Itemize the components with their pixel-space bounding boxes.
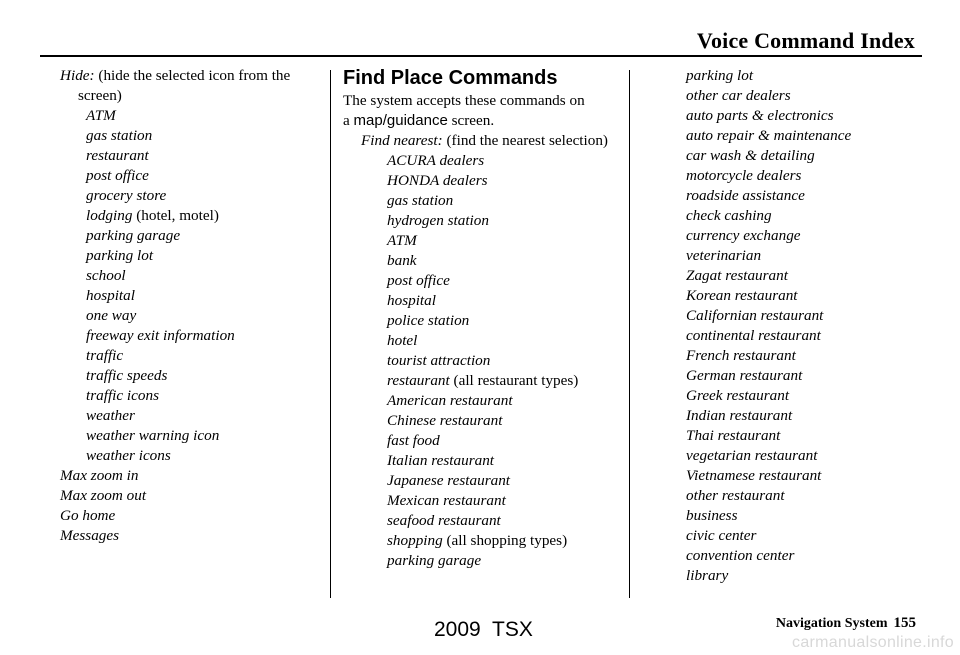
list-item: Greek restaurant <box>686 387 790 404</box>
list-item: hotel <box>387 332 418 349</box>
list-item: hospital <box>387 292 436 309</box>
page-footer <box>776 615 916 632</box>
list-item: traffic icons <box>86 387 159 404</box>
list-item: business <box>686 507 738 524</box>
list-item: post office <box>86 167 149 184</box>
list-item: traffic speeds <box>86 367 168 384</box>
list-item-restaurant <box>343 371 623 391</box>
page-title: Voice Command Index <box>696 28 915 53</box>
command-messages: Messages <box>60 527 120 544</box>
list-item: grocery store <box>86 187 167 204</box>
page-number: 155 <box>893 615 916 631</box>
hide-items-list <box>60 106 322 466</box>
list-item: Vietnamese restaurant <box>686 467 822 484</box>
screen-name: map/guidance <box>353 112 448 129</box>
shopping-label: shopping <box>387 532 443 549</box>
list-item: parking lot <box>686 67 754 84</box>
list-item: tourist attraction <box>387 352 491 369</box>
find-nearest-description: (find the nearest selection) <box>442 132 608 149</box>
command-max-zoom-in: Max zoom in <box>60 467 139 484</box>
list-item: gas station <box>387 192 454 209</box>
list-item-lodging <box>60 206 322 226</box>
list-item: fast food <box>387 432 440 449</box>
list-item: HONDA dealers <box>387 172 488 189</box>
list-item: traffic <box>86 347 124 364</box>
list-item: weather icons <box>86 447 171 464</box>
list-item: post office <box>387 272 450 289</box>
list-item: auto parts & electronics <box>686 107 834 124</box>
list-item: parking garage <box>387 552 482 569</box>
intro-line-2 <box>343 111 623 131</box>
list-item: vegetarian restaurant <box>686 447 818 464</box>
find-nearest-command <box>343 131 623 151</box>
restaurant-label: restaurant <box>387 372 450 389</box>
command-max-zoom-out: Max zoom out <box>60 487 147 504</box>
column-divider-left <box>330 70 331 598</box>
list-item: check cashing <box>686 207 772 224</box>
hide-command <box>60 66 322 106</box>
list-item: hospital <box>86 287 135 304</box>
list-item: American restaurant <box>387 392 513 409</box>
list-item: library <box>686 567 729 584</box>
command-go-home: Go home <box>60 507 116 524</box>
list-item: parking lot <box>86 247 154 264</box>
list-item: Chinese restaurant <box>387 412 503 429</box>
list-item: police station <box>387 312 470 329</box>
list-item: weather <box>86 407 135 424</box>
list-item: restaurant <box>86 147 149 164</box>
list-item: convention center <box>686 547 795 564</box>
list-item: gas station <box>86 127 153 144</box>
find-nearest-label: Find nearest: <box>361 132 443 149</box>
list-item: roadside assistance <box>686 187 805 204</box>
list-item: civic center <box>686 527 757 544</box>
list-item: parking garage <box>86 227 181 244</box>
hide-description: (hide the selected icon from the screen) <box>78 67 291 104</box>
list-item: French restaurant <box>686 347 796 364</box>
list-item: German restaurant <box>686 367 803 384</box>
column-2 <box>343 66 623 571</box>
model-label: 2009 TSX <box>434 618 533 641</box>
list-item: weather warning icon <box>86 427 220 444</box>
footer-section-label: Navigation System <box>775 616 888 631</box>
list-item: Zagat restaurant <box>686 267 788 284</box>
list-item: school <box>86 267 126 284</box>
intro-suffix: screen. <box>447 112 495 129</box>
column-divider-right <box>629 70 630 598</box>
list-item: seafood restaurant <box>387 512 501 529</box>
shopping-suffix: (all shopping types) <box>442 532 568 549</box>
list-item: Indian restaurant <box>686 407 793 424</box>
list-item: Californian restaurant <box>686 307 824 324</box>
list-item: one way <box>86 307 137 324</box>
hide-label: Hide: <box>60 67 95 84</box>
list-item: ATM <box>86 107 116 124</box>
list-item: motorcycle dealers <box>686 167 802 184</box>
list-item: hydrogen station <box>387 212 489 229</box>
list-item: ACURA dealers <box>387 152 485 169</box>
list-item: bank <box>387 252 417 269</box>
section-heading: Find Place Commands <box>343 67 558 89</box>
list-item: Japanese restaurant <box>387 472 511 489</box>
column-3 <box>686 66 926 586</box>
column-1 <box>60 66 322 546</box>
list-item: continental restaurant <box>686 327 821 344</box>
lodging-label: lodging <box>86 207 133 224</box>
list-item: Italian restaurant <box>387 452 495 469</box>
list-item: auto repair & maintenance <box>686 127 852 144</box>
list-item: ATM <box>387 232 417 249</box>
intro-line-1: The system accepts these commands on <box>343 92 585 109</box>
list-item: other restaurant <box>686 487 785 504</box>
list-item: Korean restaurant <box>686 287 798 304</box>
find-items-list <box>343 151 623 571</box>
list-item-shopping <box>343 531 623 551</box>
list-item: currency exchange <box>686 227 801 244</box>
list-item: Thai restaurant <box>686 427 781 444</box>
list-item: car wash & detailing <box>686 147 815 164</box>
title-divider <box>40 55 922 57</box>
intro-prefix: a <box>343 112 354 129</box>
lodging-suffix: (hotel, motel) <box>132 207 219 224</box>
list-item: veterinarian <box>686 247 762 264</box>
list-item: freeway exit information <box>86 327 235 344</box>
list-item: other car dealers <box>686 87 791 104</box>
list-item: Mexican restaurant <box>387 492 506 509</box>
restaurant-suffix: (all restaurant types) <box>449 372 579 389</box>
watermark: carmanualsonline.info <box>792 634 954 651</box>
